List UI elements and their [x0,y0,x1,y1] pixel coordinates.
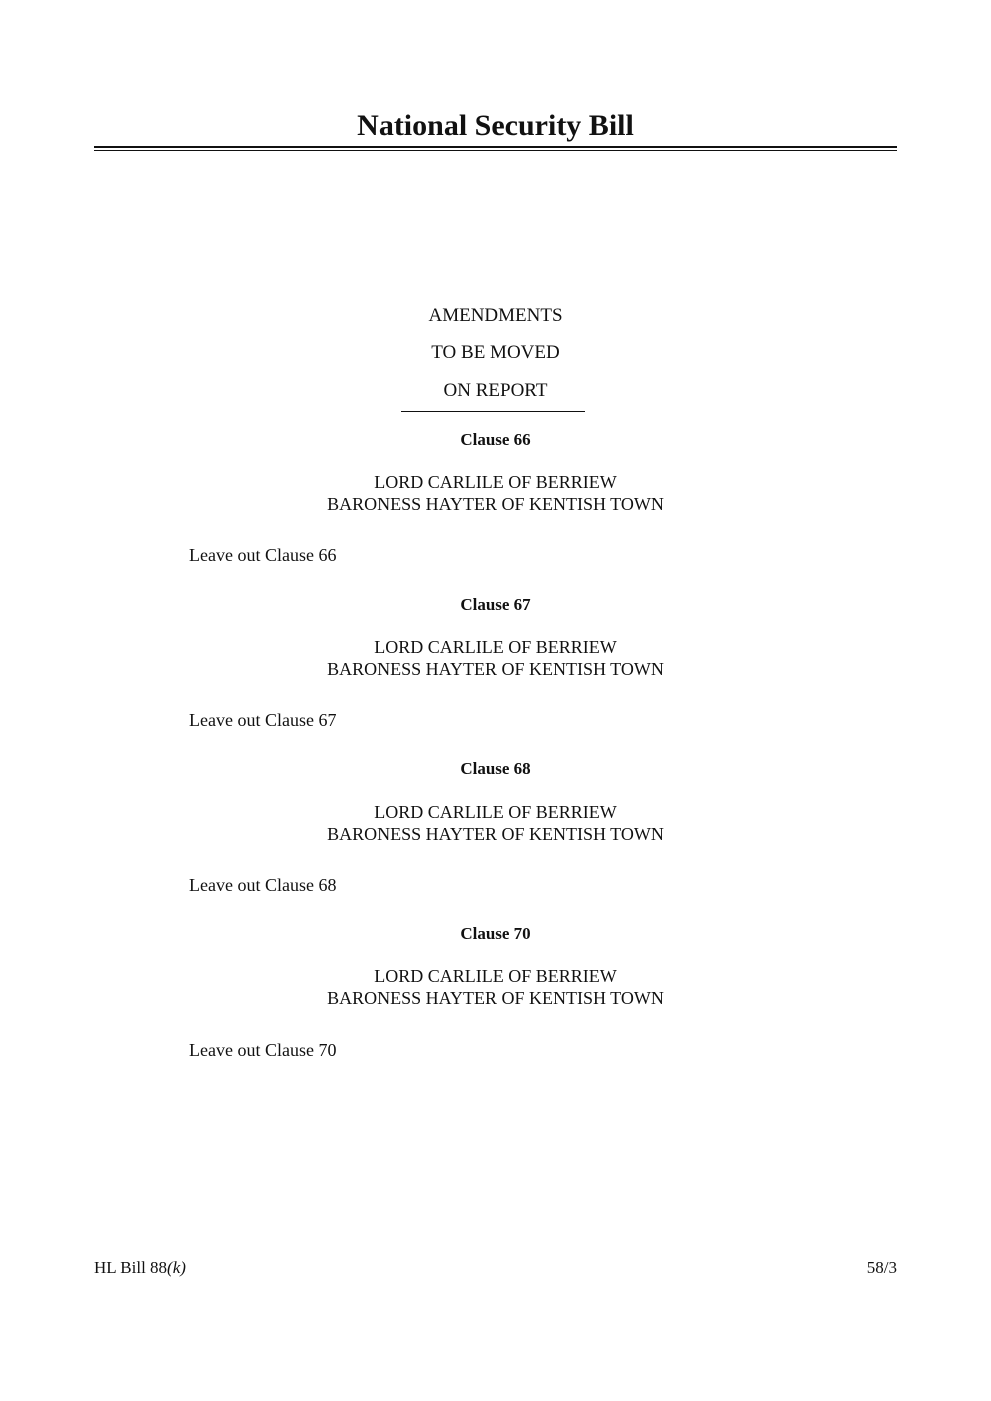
sponsor-name: LORD CARLILE OF BERRIEW [374,802,617,822]
title-rule-thick [94,146,897,148]
document-title: National Security Bill [357,109,634,142]
sponsor-name: BARONESS HAYTER OF KENTISH TOWN [327,659,664,679]
page-reference: 58/3 [866,1258,897,1277]
amendment-text: Leave out Clause 70 [189,1040,337,1060]
bill-number: HL Bill 88 [94,1258,168,1277]
intro-line-on-report: ON REPORT [443,380,548,401]
sponsor-name: LORD CARLILE OF BERRIEW [374,966,617,986]
intro-rule [401,411,585,412]
amendment-text: Leave out Clause 68 [189,875,337,895]
sponsor-name: LORD CARLILE OF BERRIEW [374,637,617,657]
sponsor-list [0,965,991,1009]
clause-heading: Clause 68 [460,759,531,778]
sponsor-list [0,471,991,515]
clause-heading: Clause 70 [460,924,531,943]
title-rule-thin [94,150,897,151]
sponsor-name: BARONESS HAYTER OF KENTISH TOWN [327,824,664,844]
sponsor-name: BARONESS HAYTER OF KENTISH TOWN [327,494,664,514]
amendment-text: Leave out Clause 66 [189,545,337,565]
clause-heading: Clause 67 [460,595,531,614]
bill-reference [94,1257,186,1279]
clause-heading: Clause 66 [460,430,531,449]
sponsor-list [0,801,991,845]
amendment-text: Leave out Clause 67 [189,710,337,730]
intro-line-to-be-moved: TO BE MOVED [431,342,560,363]
sponsor-name: LORD CARLILE OF BERRIEW [374,472,617,492]
sponsor-list [0,636,991,680]
intro-line-amendments: AMENDMENTS [428,305,563,326]
sponsor-name: BARONESS HAYTER OF KENTISH TOWN [327,988,664,1008]
bill-suffix: (k) [167,1258,186,1277]
